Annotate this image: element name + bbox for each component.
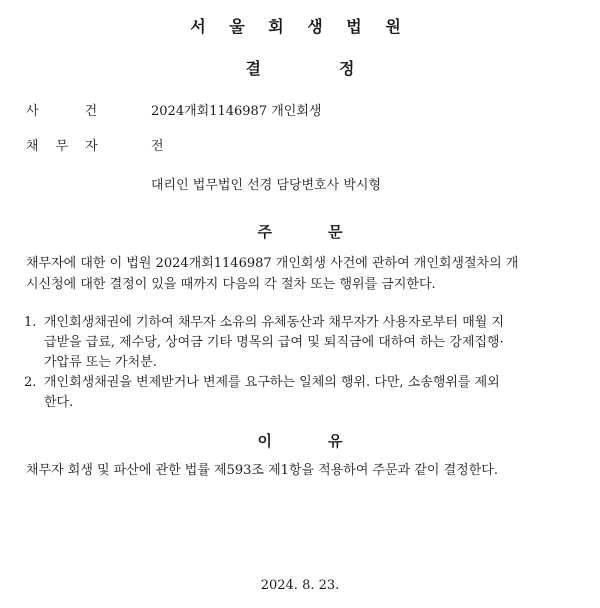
order-item-number: 1. xyxy=(24,315,37,330)
order-item-line: 급받을 급료, 제수당, 상여금 기타 명목의 급여 및 퇴직금에 대하여 하는 강제집행· xyxy=(44,335,504,350)
doc-type-right: 정 xyxy=(339,59,355,78)
case-number: 2024개회1146987 개인회생 xyxy=(151,104,322,119)
order-item-line: 개인회생채권을 변제받거나 변제를 요구하는 일체의 행위. 다만, 소송행위를 제외 xyxy=(44,375,500,390)
debtor-name: 전 xyxy=(151,139,164,154)
order-intro xyxy=(26,253,574,295)
order-item-line: 한다. xyxy=(44,395,74,410)
debtor-row xyxy=(26,135,164,154)
order-intro-line: 시신청에 대한 결정이 있을 때까지 다음의 각 절차 또는 행위를 금지한다. xyxy=(26,277,436,292)
case-row xyxy=(26,100,321,119)
order-item xyxy=(24,313,574,373)
doc-type-left: 결 xyxy=(245,59,261,78)
court-name: 서 울 회 생 법 원 xyxy=(190,17,410,36)
order-section-title: 주 문 xyxy=(257,223,343,241)
document-type-title xyxy=(0,56,600,79)
order-intro-line: 채무자에 대한 이 법원 2024개회1146987 개인회생 사건에 관하여 개인회생절차의 개 xyxy=(26,256,519,271)
order-item xyxy=(24,373,574,413)
case-label: 사 건 xyxy=(26,104,98,119)
reason-text: 채무자 회생 및 파산에 관한 법률 제593조 제1항을 적용하여 주문과 같이 결정한다. xyxy=(26,463,498,478)
representative: 대리인 법무법인 선경 담당변호사 박시형 xyxy=(151,178,382,193)
debtor-label: 채 무 자 xyxy=(26,139,98,154)
order-item-number: 2. xyxy=(24,375,37,390)
order-item-line: 가압류 또는 가처분. xyxy=(44,355,157,370)
order-items xyxy=(24,313,574,413)
reason-section-title: 이 유 xyxy=(257,432,343,450)
order-item-line: 개인회생채권에 기하여 채무자 소유의 유체동산과 채무자가 사용자로부터 매월 지 xyxy=(44,315,505,330)
decision-date: 2024. 8. 23. xyxy=(260,578,340,593)
